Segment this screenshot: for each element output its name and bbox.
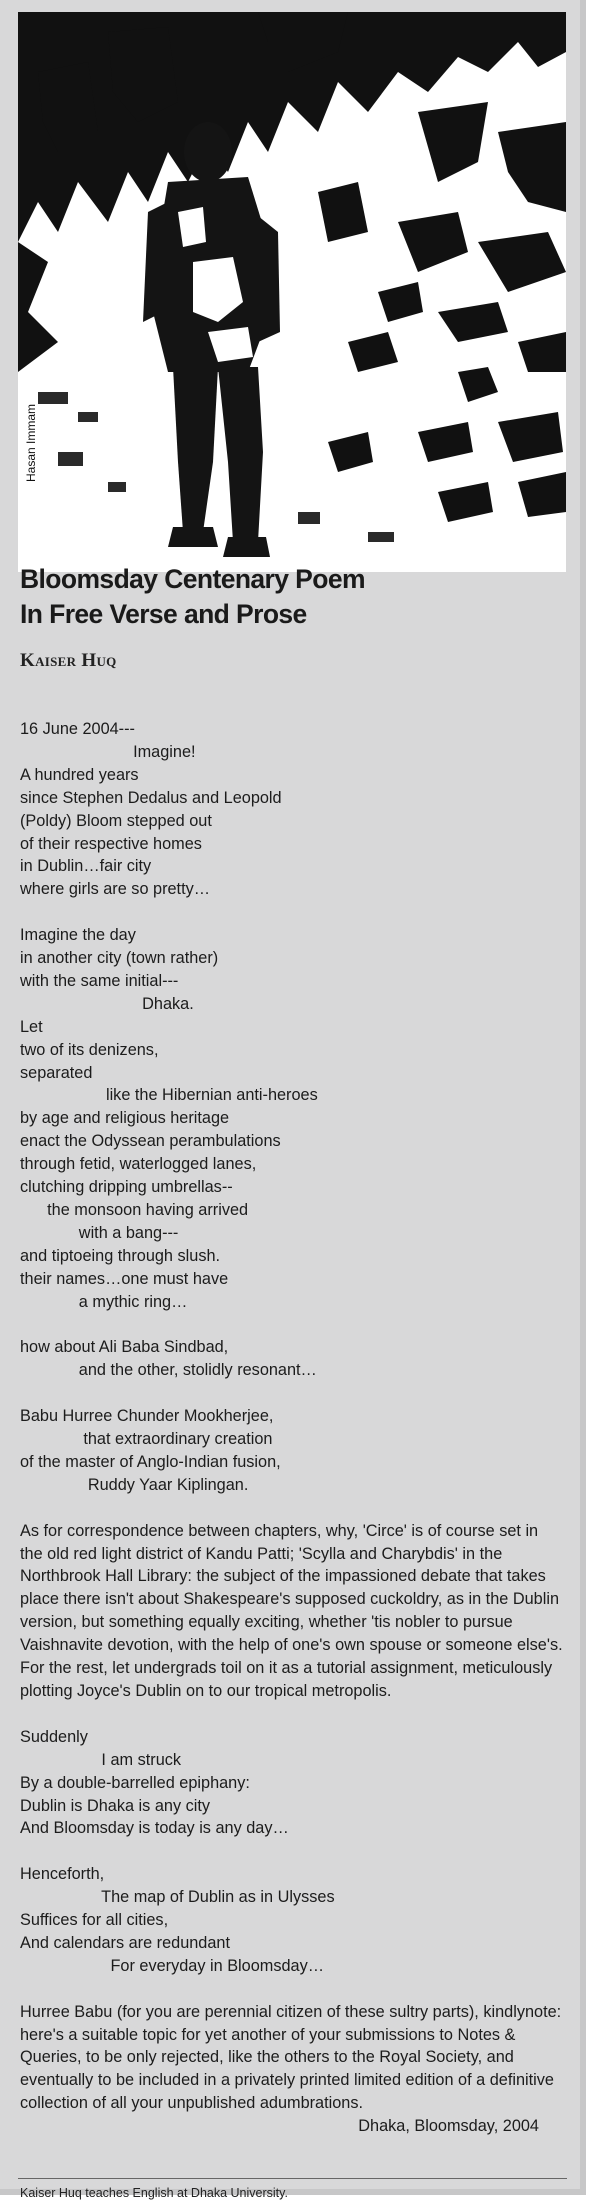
poem-line: where girls are so pretty… — [20, 880, 211, 899]
poem-line: of the master of Anglo-Indian fusion, — [20, 1452, 281, 1471]
poem-line: and tiptoeing through slush. — [20, 1246, 221, 1265]
poem-line: 16 June 2004--- — [20, 720, 135, 738]
stanza-break — [20, 1703, 565, 1726]
poem-body — [20, 718, 565, 2138]
footer-divider — [18, 2178, 567, 2179]
poem-line: Dhaka. — [20, 994, 194, 1013]
poem-line: Imagine the day — [20, 926, 136, 945]
poem-line: enact the Odyssean perambulations — [20, 1132, 281, 1151]
poem-line: Dublin is Dhaka is any city — [20, 1796, 211, 1815]
author-byline: Kaiser Huq — [20, 650, 117, 671]
stanza-5 — [20, 1726, 565, 1841]
poem-line: since Stephen Dedalus and Leopold — [20, 788, 282, 807]
poem-line: how about Ali Baba Sindbad, — [20, 1338, 229, 1357]
poem-line: Ruddy Yaar Kiplingan. — [20, 1475, 249, 1494]
poem-line: in another city (town rather) — [20, 949, 219, 968]
poem-line: Let — [20, 1017, 43, 1036]
poem-line: of their respective homes — [20, 834, 202, 853]
poem-line: that extraordinary creation — [20, 1430, 273, 1449]
poem-line: and the other, stolidly resonant… — [20, 1361, 317, 1380]
title-line-1: Bloomsday Centenary Poem — [20, 564, 365, 594]
stanza-break — [20, 1978, 565, 2001]
poem-line: Suffices for all cities, — [20, 1911, 169, 1930]
poem-line: And Bloomsday is today is any day… — [20, 1819, 289, 1838]
poem-line: their names…one must have — [20, 1269, 229, 1288]
poem-line: The map of Dublin as in Ulysses — [20, 1888, 335, 1907]
poem-line: Babu Hurree Chunder Mookherjee, — [20, 1407, 274, 1426]
stanza-4 — [20, 1405, 565, 1497]
stanza-6 — [20, 1863, 565, 1978]
place-date-signoff: Dhaka, Bloomsday, 2004 — [358, 2117, 539, 2136]
poem-line: through fetid, waterlogged lanes, — [20, 1155, 257, 1174]
poem-line: Imagine! — [20, 742, 196, 761]
stanza-break — [20, 1314, 565, 1337]
article-title — [20, 562, 365, 632]
poem-line: For everyday in Bloomsday… — [20, 1956, 325, 1975]
prose-paragraph-1: As for correspondence between chapters, why, 'Circe' is of course set in the old red light district of Kandu Patti; 'Scylla and Charybdis' in the Northbrook Hall Library: the subject of the impassioned debate that takes place there isn't about Shakespeare's supposed cuckoldry, as in the Dublin version, but something equally exciting, whether 'tis nobler to pursue Vaishnavite devotion, with the help of one's own spouse or someone else's. For the rest, let undergrads toil on it as a tutorial assignment, meticulously plotting Joyce's Dublin on to our tropical metropolis. — [20, 1521, 563, 1700]
poem-line: the monsoon having arrived — [20, 1201, 249, 1220]
poem-line: in Dublin…fair city — [20, 857, 152, 876]
poem-line: Suddenly — [20, 1727, 88, 1746]
stencil-figure-illustration — [18, 12, 566, 572]
stanza-1 — [20, 718, 565, 901]
stanza-3 — [20, 1336, 565, 1382]
poem-line: with the same initial--- — [20, 971, 179, 990]
poem-line: by age and religious heritage — [20, 1109, 230, 1128]
author-bio: Kaiser Huq teaches English at Dhaka University. — [20, 2186, 288, 2200]
poem-line: two of its denizens, — [20, 1040, 159, 1059]
photo-credit: Hasan Immam — [24, 403, 38, 482]
poem-line: By a double-barrelled epiphany: — [20, 1773, 250, 1792]
poem-line: like the Hibernian anti-heroes — [20, 1086, 318, 1105]
poem-line: with a bang--- — [20, 1223, 179, 1242]
poem-line: a mythic ring… — [20, 1292, 188, 1311]
poem-line: clutching dripping umbrellas-- — [20, 1178, 233, 1197]
stanza-break — [20, 1382, 565, 1405]
stanza-break — [20, 901, 565, 924]
poem-line: separated — [20, 1063, 93, 1082]
prose-paragraph-2: Hurree Babu (for you are perennial citizen of these sultry parts), kindlynote: here's a suitable topic for yet another of your submissions to Notes & Queries, to be only rejected, like the others to the Royal Society, and eventually to be included in a privately printed limited edition of a definitive collection of all your unpublished adumbrations. — [20, 2002, 562, 2113]
stanza-break — [20, 1840, 565, 1863]
poem-line: And calendars are redundant — [20, 1933, 230, 1952]
stanza-break — [20, 1497, 565, 1520]
poem-line: A hundred years — [20, 765, 139, 784]
poem-line: I am struck — [20, 1750, 182, 1769]
stanza-2 — [20, 924, 565, 1313]
poem-line: (Poldy) Bloom stepped out — [20, 811, 212, 830]
article-photo — [18, 12, 566, 572]
poem-line: Henceforth, — [20, 1865, 105, 1884]
title-line-2: In Free Verse and Prose — [20, 599, 307, 629]
